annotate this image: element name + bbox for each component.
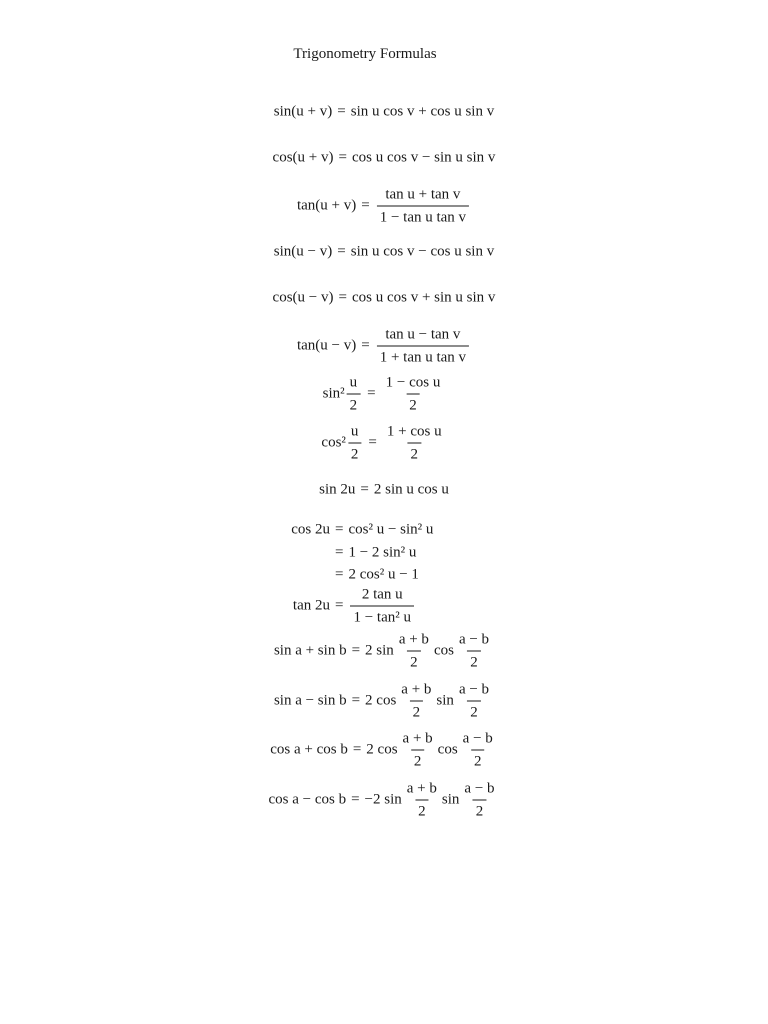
equals-sign: = bbox=[351, 692, 361, 709]
coefficient: −2 sin bbox=[364, 791, 402, 808]
denominator: 2 bbox=[411, 750, 425, 771]
formula-lhs: tan(u + v) bbox=[296, 197, 357, 214]
coefficient: 2 sin bbox=[365, 642, 394, 659]
numerator: u bbox=[349, 374, 358, 391]
denominator: 2 bbox=[471, 750, 485, 771]
denominator: 2 bbox=[407, 443, 421, 464]
denominator: 2 bbox=[347, 394, 361, 415]
fraction bbox=[456, 681, 492, 722]
formula-rhs: sin u cos v − cos u sin v bbox=[350, 243, 495, 260]
formula-rhs: cos u cos v − sin u sin v bbox=[351, 149, 496, 166]
equals-sign: = bbox=[335, 544, 344, 561]
numerator: 2 tan u bbox=[361, 586, 403, 603]
equals-sign: = bbox=[335, 566, 344, 583]
equals-sign: = bbox=[335, 521, 344, 538]
denominator: 2 bbox=[467, 651, 481, 672]
formula-lhs: sin a + sin b bbox=[273, 642, 347, 659]
fraction bbox=[383, 374, 444, 415]
equals-sign: = bbox=[351, 642, 361, 659]
denominator: 1 − tan u tan v bbox=[377, 206, 469, 227]
numerator: a − b bbox=[462, 730, 493, 747]
second-function: cos bbox=[437, 741, 458, 758]
numerator: tan u + tan v bbox=[385, 186, 461, 203]
denominator: 2 bbox=[415, 800, 429, 821]
second-function: sin bbox=[441, 791, 460, 808]
denominator: 2 bbox=[406, 394, 420, 415]
coefficient: 2 cos bbox=[365, 692, 397, 709]
formula-lhs: sin a − sin b bbox=[273, 692, 347, 709]
formula-rhs-line: cos² u − sin² u bbox=[348, 521, 434, 538]
equals-sign: = bbox=[335, 597, 344, 614]
denominator: 2 bbox=[407, 651, 421, 672]
fraction bbox=[377, 186, 469, 227]
lhs-fraction bbox=[347, 374, 361, 415]
equals-sign: = bbox=[337, 103, 346, 120]
numerator: a − b bbox=[458, 681, 490, 698]
numerator: a + b bbox=[401, 681, 432, 698]
fraction bbox=[456, 631, 492, 672]
numerator: 1 + cos u bbox=[386, 423, 442, 440]
equals-sign: = bbox=[338, 149, 347, 166]
fraction bbox=[398, 681, 434, 722]
numerator: a − b bbox=[464, 780, 495, 797]
fraction bbox=[400, 730, 436, 771]
fraction bbox=[396, 631, 432, 672]
formula-lhs: cos(u + v) bbox=[272, 149, 334, 166]
equals-sign: = bbox=[351, 791, 360, 808]
equals-sign: = bbox=[338, 289, 347, 306]
second-function: cos bbox=[433, 642, 454, 659]
denominator: 2 bbox=[473, 800, 487, 821]
formula-lhs: tan(u − v) bbox=[296, 337, 357, 354]
numerator: a + b bbox=[406, 780, 437, 797]
denominator: 1 − tan² u bbox=[350, 606, 414, 627]
denominator: 2 bbox=[410, 701, 424, 722]
coefficient: 2 cos bbox=[366, 741, 398, 758]
formula-lhs: cos(u − v) bbox=[272, 289, 334, 306]
fraction bbox=[350, 586, 414, 627]
numerator: a + b bbox=[398, 631, 429, 648]
formula-lhs-function: cos² bbox=[321, 434, 346, 451]
equals-sign: = bbox=[352, 741, 362, 758]
formula-rhs: cos u cos v + sin u sin v bbox=[351, 289, 496, 306]
equals-sign: = bbox=[361, 197, 370, 214]
formula-lhs: cos a − cos b bbox=[268, 791, 347, 808]
formula-rhs-line: 1 − 2 sin² u bbox=[348, 544, 417, 561]
fraction bbox=[461, 780, 497, 821]
formula-lhs: sin(u + v) bbox=[273, 103, 333, 120]
numerator: 1 − cos u bbox=[385, 374, 441, 391]
equals-sign: = bbox=[360, 481, 369, 498]
page-title: Trigonometry Formulas bbox=[293, 46, 437, 62]
numerator: u bbox=[350, 423, 359, 440]
formula-rhs-line: 2 cos² u − 1 bbox=[348, 566, 419, 583]
equals-sign: = bbox=[368, 434, 377, 451]
formula-lhs: cos a + cos b bbox=[270, 741, 348, 758]
fraction bbox=[460, 730, 496, 771]
formula-rhs: 2 sin u cos u bbox=[373, 481, 449, 498]
equals-sign: = bbox=[337, 243, 346, 260]
fraction bbox=[404, 780, 440, 821]
numerator: a + b bbox=[402, 730, 433, 747]
formula-rhs: sin u cos v + cos u sin v bbox=[350, 103, 495, 120]
numerator: a − b bbox=[458, 631, 490, 648]
numerator: tan u − tan v bbox=[385, 326, 461, 343]
formula-lhs: cos 2u bbox=[291, 521, 330, 538]
fraction bbox=[377, 326, 469, 367]
formula-lhs: tan 2u bbox=[292, 597, 330, 614]
formula-lhs-function: sin² bbox=[322, 385, 345, 402]
denominator: 1 + tan u tan v bbox=[377, 346, 469, 367]
denominator: 2 bbox=[467, 701, 481, 722]
second-function: sin bbox=[436, 692, 454, 709]
lhs-fraction bbox=[348, 423, 362, 464]
denominator: 2 bbox=[348, 443, 362, 464]
formula-lhs: sin(u − v) bbox=[273, 243, 333, 260]
fraction bbox=[384, 423, 445, 464]
equals-sign: = bbox=[361, 337, 370, 354]
equals-sign: = bbox=[367, 385, 376, 402]
formula-lhs: sin 2u bbox=[319, 481, 356, 498]
